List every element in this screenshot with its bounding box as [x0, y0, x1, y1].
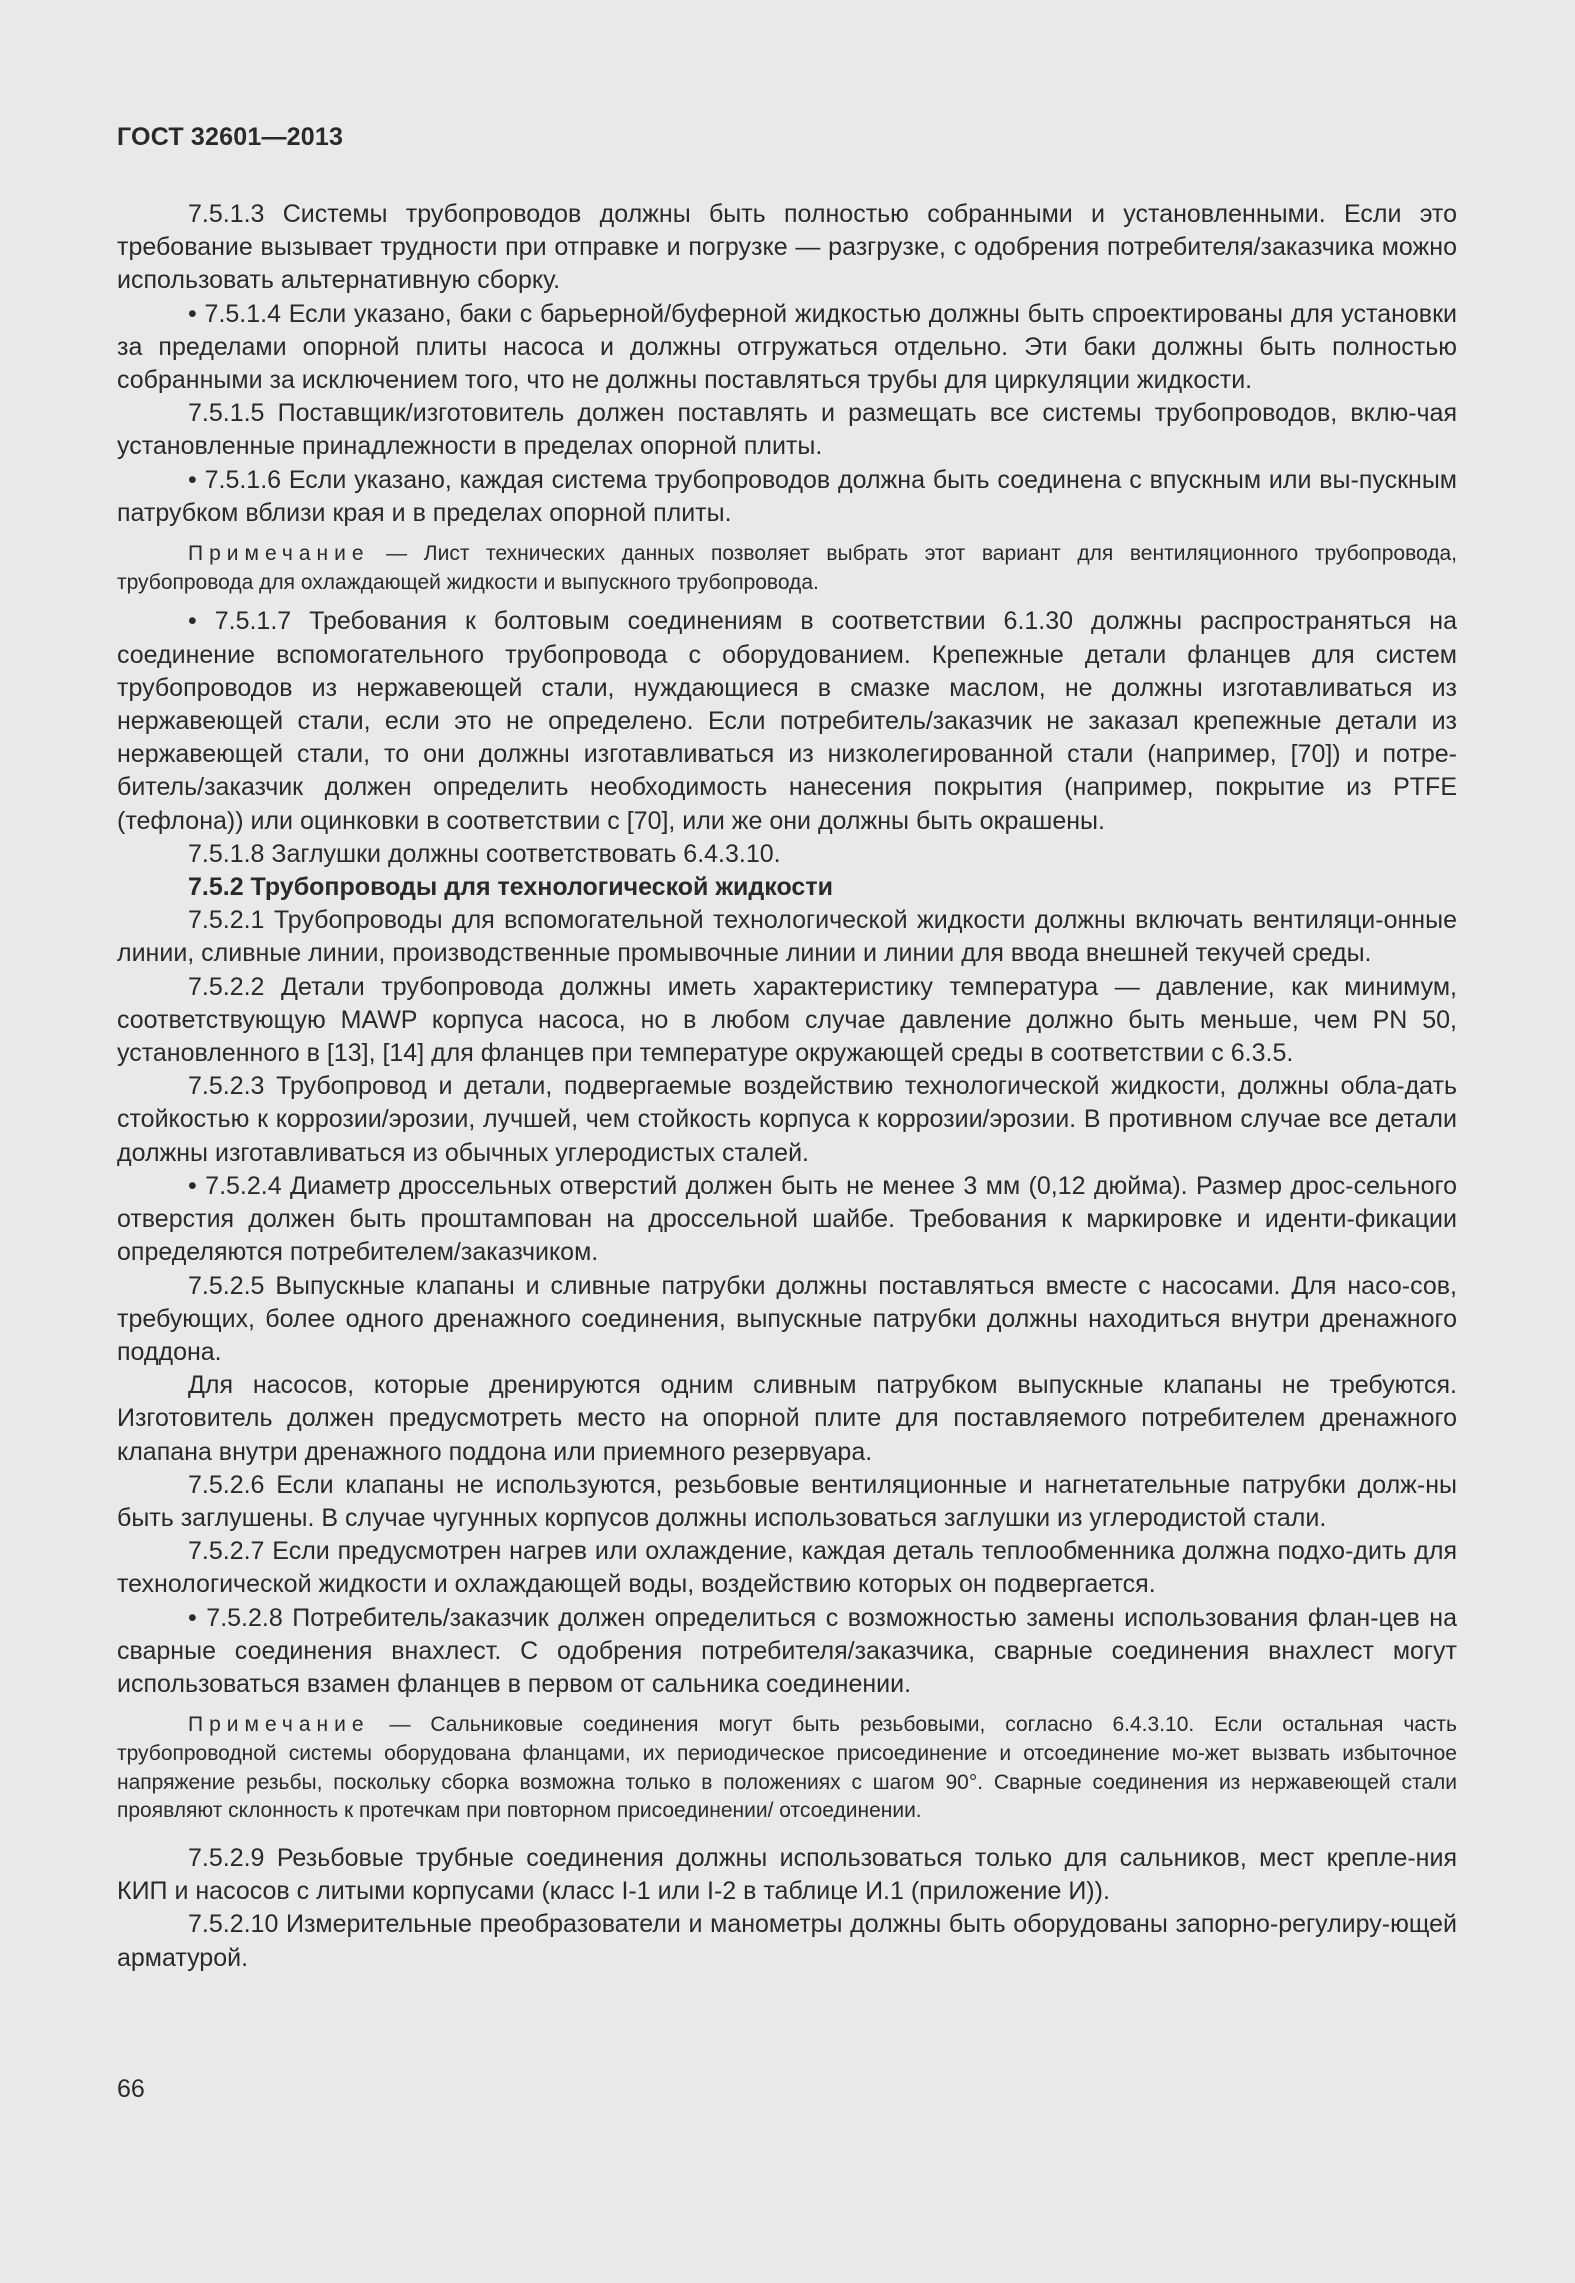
paragraph-7-5-1-4: • 7.5.1.4 Если указано, баки с барьерной/буферной жидкостью должны быть спроектированы для установки за пределами опорной плиты насоса и должны отгружаться отдельно. Эти баки должны быть полностью собранными за исключением того, что не должны поставляться трубы для циркуляции жидкости.	[117, 299, 1457, 395]
note-1	[117, 540, 1457, 597]
page-number: 66	[117, 2075, 145, 2103]
paragraph-7-5-2-1: 7.5.2.1 Трубопроводы для вспомогательной технологической жидкости должны включать вентиляци-онные линии, сливные линии, производственные промывочные линии и линии для ввода внешней текучей среды.	[117, 906, 1457, 968]
paragraph-7-5-2-8: • 7.5.2.8 Потребитель/заказчик должен определиться с возможностью замены использования флан-цев на сварные соединения внахлест. С одобрения потребителя/заказчика, сварные соединения внахлест могут использоваться взамен фланцев в первом от сальника соединении.	[117, 1603, 1457, 1698]
paragraph-7-5-2-7: 7.5.2.7 Если предусмотрен нагрев или охлаждение, каждая деталь теплообменника должна подхо-дить для технологической жидкости и охлаждающей воды, воздействию которых он подвергается.	[117, 1537, 1457, 1599]
document-body	[117, 198, 1457, 1975]
page-header-doc-id: ГОСТ 32601—2013	[117, 123, 344, 151]
note-2	[117, 1711, 1457, 1826]
section-heading-7-5-2: 7.5.2 Трубопроводы для технологической жидкости	[188, 873, 833, 902]
paragraph-7-5-2-4: • 7.5.2.4 Диаметр дроссельных отверстий должен быть не менее 3 мм (0,12 дюйма). Размер дрос-сельного отверстия должен быть проштампован на дроссельной шайбе. Требования к маркировке и иденти-фикации определяются потребителем/заказчиком.	[117, 1171, 1457, 1267]
paragraph-7-5-1-7: • 7.5.1.7 Требования к болтовым соединениям в соответствии 6.1.30 должны распространяться на соединение вспомогательного трубопровода с оборудованием. Крепежные детали фланцев для систем трубопроводов из нержавеющей стали, нуждающиеся в смазке маслом, не должны изготавливаться из нержавеющей стали, если это не определено. Если потребитель/заказчик не заказал крепежные детали из нержавеющей стали, то они должны изготавливаться из низколегированной стали (например, [70]) и потре-битель/заказчик должен определить необходимость нанесения покрытия (например, покрытие из PTFE (тефлона)) или оцинковки в соответствии с [70], или же они должны быть окрашены.	[117, 607, 1457, 835]
paragraph-7-5-1-6: • 7.5.1.6 Если указано, каждая система трубопроводов должна быть соединена с впускным или вы-пускным патрубком вблизи края и в пределах опорной плиты.	[117, 465, 1457, 527]
paragraph-7-5-2-10: 7.5.2.10 Измерительные преобразователи и манометры должны быть оборудованы запорно-регулиру-ющей арматурой.	[117, 1910, 1457, 1972]
note-1-lead: Примечание	[188, 542, 370, 566]
paragraph-7-5-2-5-continued: Для насосов, которые дренируются одним сливным патрубком выпускные клапаны не требуются. Изготовитель должен предусмотреть место на опорной плите для поставляемого потребителем дренажного клапана внутри дренажного поддона или приемного резервуара.	[117, 1371, 1457, 1466]
note-2-text: — Сальниковые соединения могут быть резьбовыми, согласно 6.4.3.10. Если остальная часть трубопроводной системы оборудована фланцами, их периодическое присоединение и отсоединение мо-жет вызвать избыточное напряжение резьбы, поскольку сборка возможна только в положениях с шагом 90°. Сварные соединения из нержавеющей стали проявляют склонность к протечкам при повторном присоединении/ отсоединении.	[117, 1713, 1457, 1823]
note-1-text: — Лист технических данных позволяет выбрать этот вариант для вентиляционного трубопровода, трубопровода для охлаждающей жидкости и выпускного трубопровода.	[117, 542, 1457, 594]
paragraph-7-5-2-2: 7.5.2.2 Детали трубопровода должны иметь характеристику температура — давление, как минимум, соответствующую MAWP корпуса насоса, но в любом случае давление должно быть меньше, чем PN 50, установленного в [13], [14] для фланцев при температуре окружающей среды в соответствии с 6.3.5.	[117, 972, 1457, 1068]
paragraph-7-5-2-5: 7.5.2.5 Выпускные клапаны и сливные патрубки должны поставляться вместе с насосами. Для насо-сов, требующих, более одного дренажного соединения, выпускные патрубки должны находиться внутри дренажного поддона.	[117, 1271, 1457, 1366]
paragraph-7-5-2-6: 7.5.2.6 Если клапаны не используются, резьбовые вентиляционные и нагнетательные патрубки долж-ны быть заглушены. В случае чугунных корпусов должны использоваться заглушки из углеродистой стали.	[117, 1470, 1457, 1532]
note-2-lead: Примечание	[188, 1713, 370, 1737]
paragraph-7-5-2-9: 7.5.2.9 Резьбовые трубные соединения должны использоваться только для сальников, мест крепле-ния КИП и насосов с литыми корпусами (класс I-1 или I-2 в таблице И.1 (приложение И)).	[117, 1843, 1457, 1906]
paragraph-7-5-1-8: 7.5.1.8 Заглушки должны соответствовать 6.4.3.10.	[188, 839, 781, 868]
paragraph-7-5-1-3: 7.5.1.3 Системы трубопроводов должны быть полностью собранными и установленными. Если это требование вызывает трудности при отправке и погрузке — разгрузке, с одобрения потребителя/заказчика можно использовать альтернативную сборку.	[117, 200, 1457, 295]
paragraph-7-5-1-5: 7.5.1.5 Поставщик/изготовитель должен поставлять и размещать все системы трубопроводов, вклю-чая установленные принадлежности в пределах опорной плиты.	[117, 399, 1457, 461]
paragraph-7-5-2-3: 7.5.2.3 Трубопровод и детали, подвергаемые воздействию технологической жидкости, должны обла-дать стойкостью к коррозии/эрозии, лучшей, чем стойкость корпуса к коррозии/эрозии. В противном случае все детали должны изготавливаться из обычных углеродистых сталей.	[117, 1072, 1457, 1167]
